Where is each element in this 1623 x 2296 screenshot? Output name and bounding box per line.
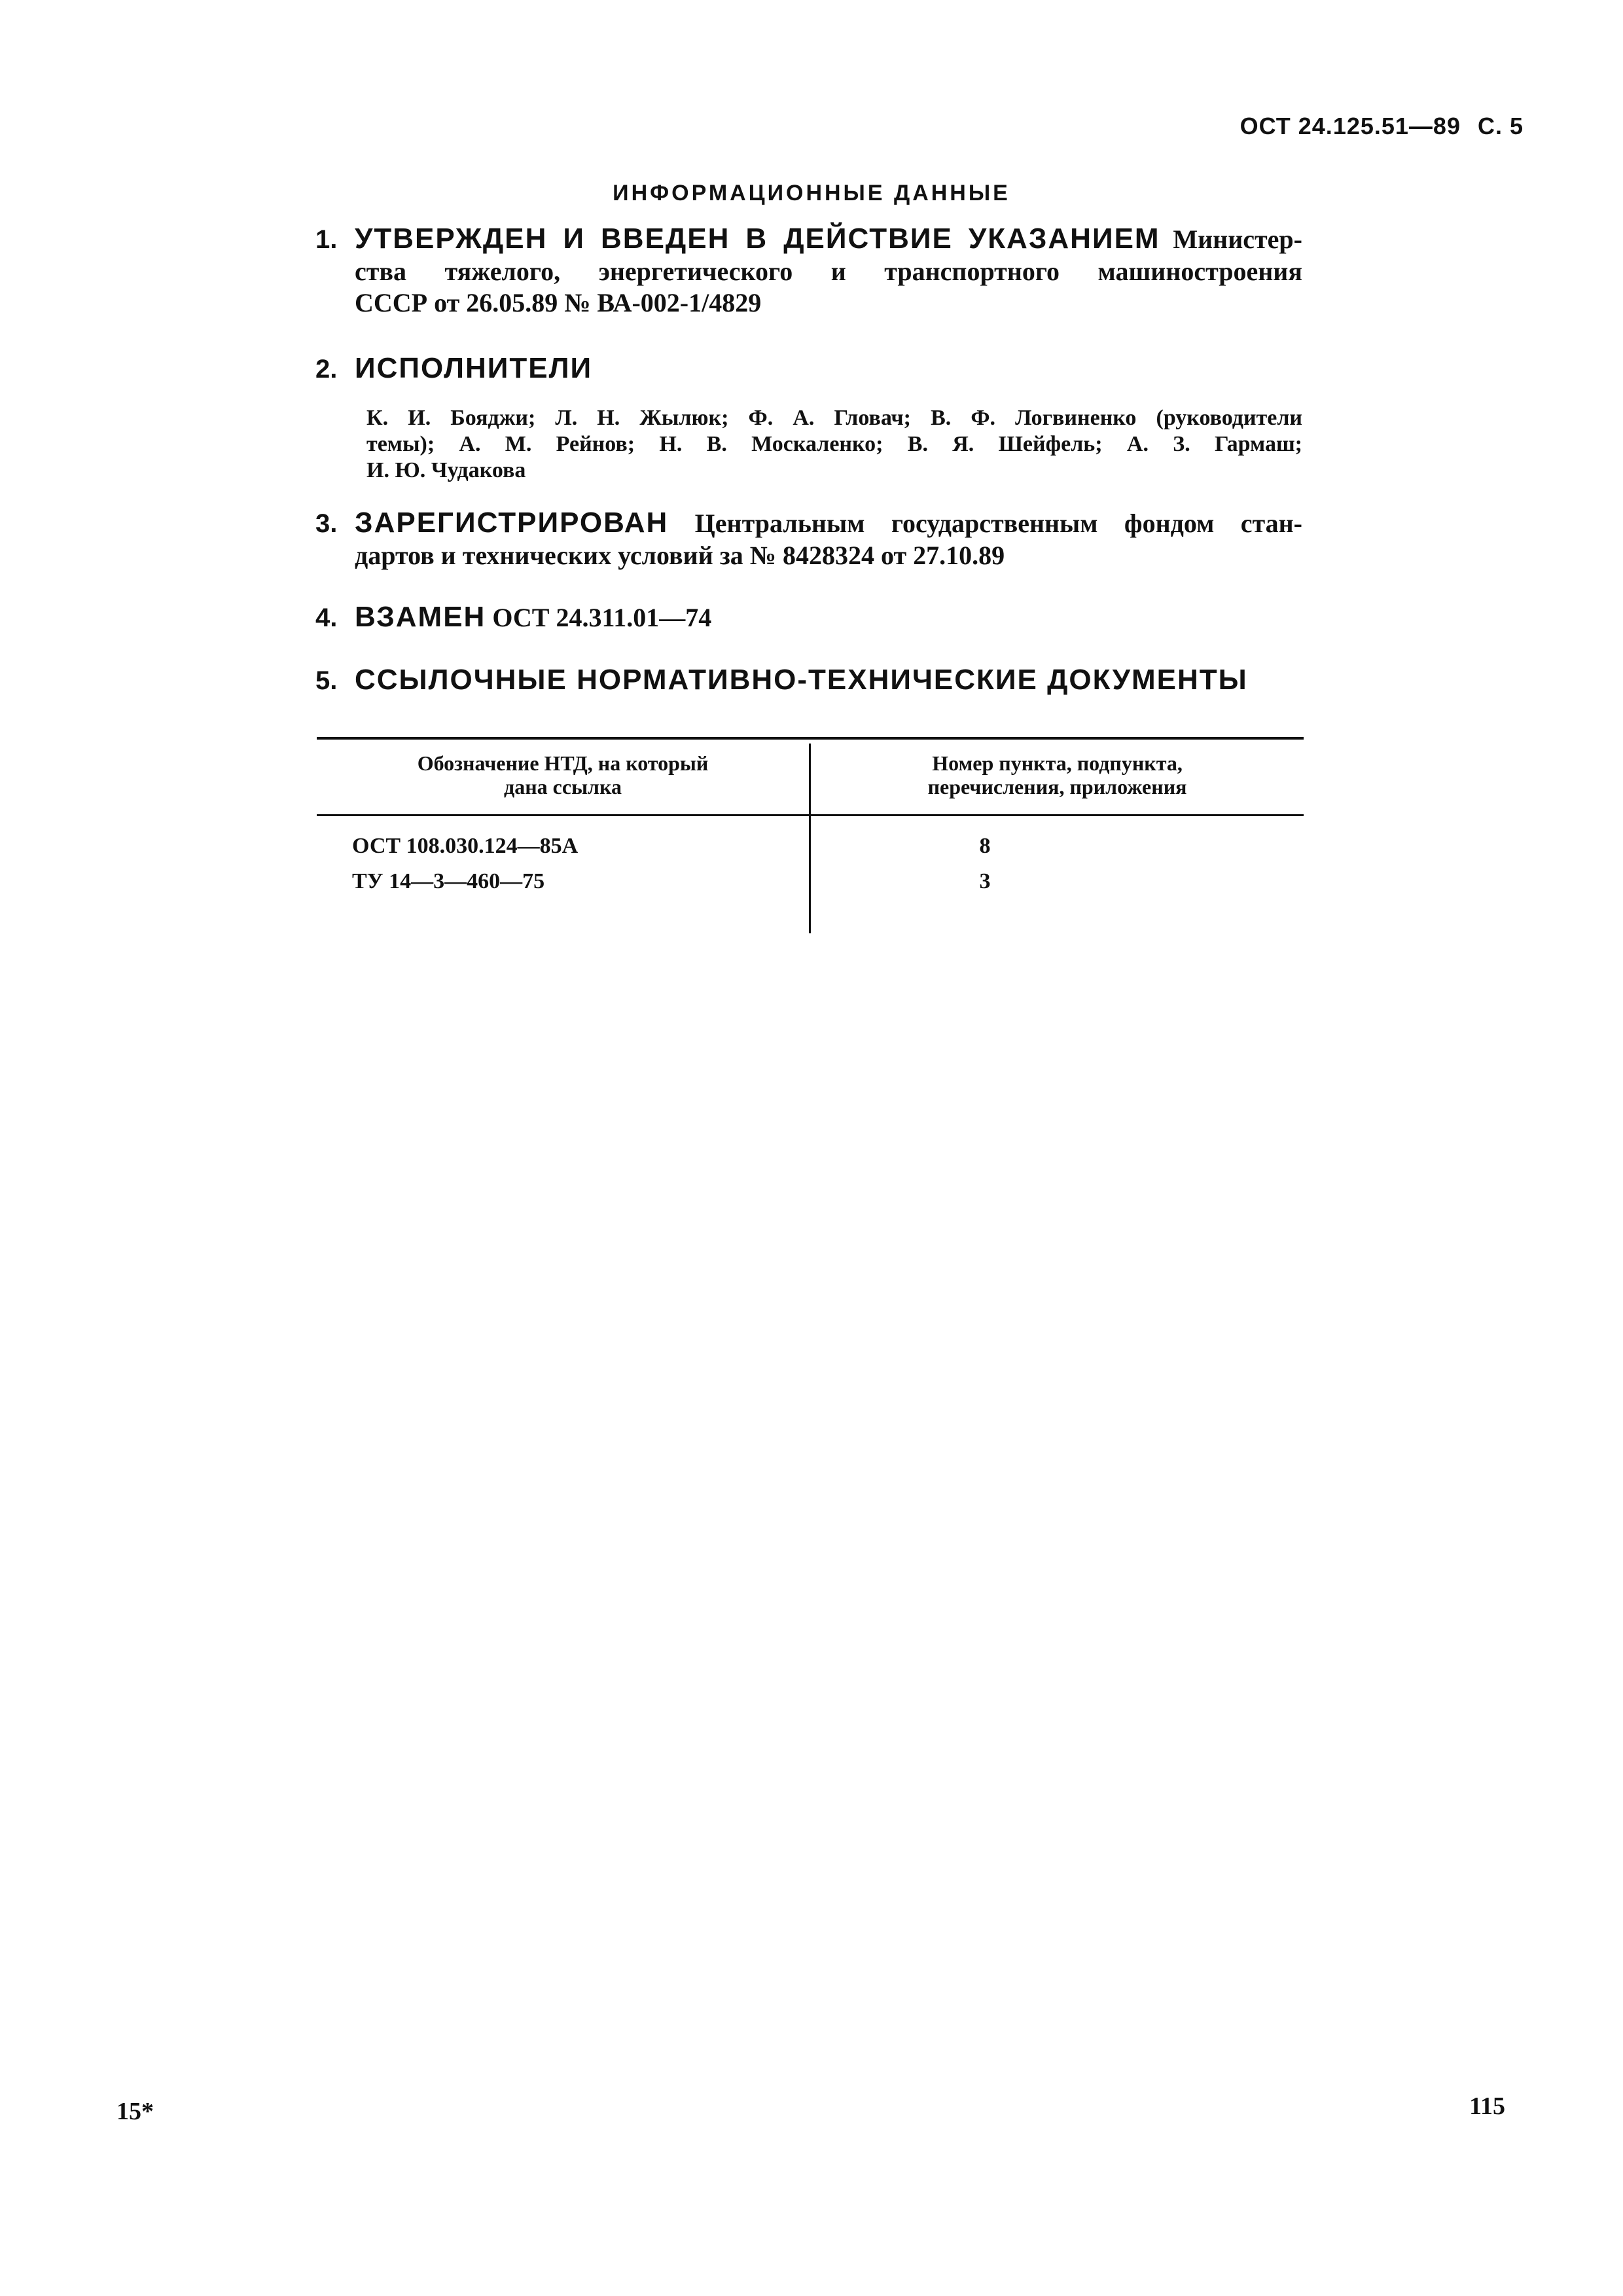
executors-line: К. И. Бояджи; Л. Н. Жылюк; Ф. А. Гловач; В. Ф. Логвиненко (руководители: [366, 406, 1302, 430]
page-number: 115: [1469, 2092, 1505, 2120]
section-5-line-1: [315, 664, 1302, 697]
section-4: [315, 601, 1302, 634]
executors-line: темы); А. М. Рейнов; Н. В. Москаленко; В. Я. Шейфель; А. З. Гармаш;: [366, 432, 1302, 456]
table-row: [317, 869, 1304, 902]
table-cell-clause: 8: [979, 834, 991, 858]
executors-list: [315, 405, 1302, 484]
section-1-continuation: [315, 256, 1302, 319]
header-text: Обозначение НТД, на который: [417, 751, 709, 775]
table-header-doc: [317, 751, 809, 798]
section-text: ОСТ 24.311.01—74: [492, 603, 712, 632]
section-4-line-1: [315, 601, 1302, 634]
section-number: 5.: [315, 666, 338, 695]
section-heading: УТВЕРЖДЕН И ВВЕДЕН В ДЕЙСТВИЕ УКАЗАНИЕМ: [355, 223, 1160, 255]
section-number: 4.: [315, 603, 338, 632]
section-text: СССР от 26.05.89 № ВА-002-1/4829: [355, 288, 762, 317]
section-number: 2.: [315, 355, 338, 384]
executors-line: И. Ю. Чудакова: [366, 458, 526, 482]
section-text: ства тяжелого, энергетического и транспортного машиностроения: [355, 257, 1302, 286]
page-label: С. 5: [1477, 113, 1524, 139]
section-3-continuation: [315, 540, 1302, 571]
doc-code: ОСТ 24.125.51—89: [1240, 113, 1461, 139]
header-text: перечисления, приложения: [927, 775, 1187, 798]
section-1-line-1: [315, 223, 1302, 256]
section-text: дартов и технических условий за № 8428324 от 27.10.89: [355, 541, 1005, 570]
section-2: [315, 352, 1302, 484]
page-title: ИНФОРМАЦИОННЫЕ ДАННЫЕ: [613, 181, 1010, 206]
running-header: [1240, 113, 1524, 140]
section-heading: ИСПОЛНИТЕЛИ: [355, 352, 593, 384]
section-heading: ССЫЛОЧНЫЕ НОРМАТИВНО-ТЕХНИЧЕСКИЕ ДОКУМЕНТЫ: [355, 664, 1248, 696]
section-number: 1.: [315, 225, 338, 254]
section-heading: ВЗАМЕН: [355, 601, 486, 633]
section-text: Центральным государственным фондом стан-: [694, 509, 1303, 538]
table-cell-doc: ТУ 14—3—460—75: [352, 869, 545, 893]
section-3: [315, 507, 1302, 571]
footer-sheet-mark: 15*: [116, 2098, 154, 2125]
table-row: [317, 834, 1304, 867]
header-text: Номер пункта, подпункта,: [932, 751, 1183, 775]
table-top-rule: [317, 737, 1304, 740]
section-2-line-1: [315, 352, 1302, 386]
section-3-line-1: [315, 507, 1302, 540]
section-text: Министер-: [1173, 224, 1302, 254]
section-5: [315, 664, 1302, 697]
section-1: [315, 223, 1302, 319]
header-text: дана ссылка: [504, 775, 622, 798]
table-cell-doc: ОСТ 108.030.124—85А: [352, 834, 579, 858]
section-number: 3.: [315, 509, 338, 538]
table-header-clause: [811, 751, 1304, 798]
table-cell-clause: 3: [979, 869, 991, 893]
section-heading: ЗАРЕГИСТРИРОВАН: [355, 507, 669, 539]
